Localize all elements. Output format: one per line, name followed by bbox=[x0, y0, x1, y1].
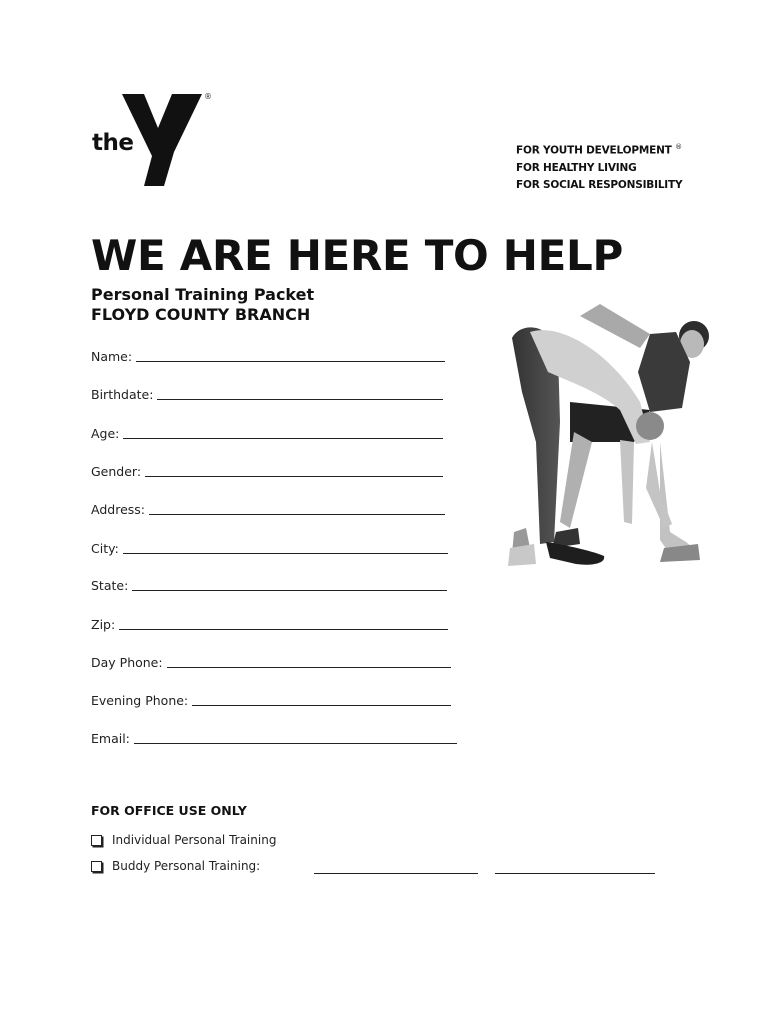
field-label: Day Phone: bbox=[91, 655, 163, 670]
option-label: Individual Personal Training bbox=[112, 833, 277, 847]
option-label: Buddy Personal Training: bbox=[112, 859, 261, 873]
address-field[interactable] bbox=[91, 497, 445, 517]
individual-training-option[interactable] bbox=[91, 833, 276, 847]
city-input-line[interactable] bbox=[123, 550, 448, 554]
birthdate-field[interactable] bbox=[91, 382, 443, 402]
buddy-name-line-1[interactable] bbox=[314, 872, 478, 874]
mission-line-healthy: FOR HEALTHY LIVING bbox=[516, 161, 637, 174]
buddy-name-line-2[interactable] bbox=[495, 872, 655, 874]
checkbox[interactable] bbox=[91, 835, 102, 846]
field-label: Birthdate: bbox=[91, 387, 154, 402]
email-field[interactable] bbox=[91, 726, 457, 746]
email-input-line[interactable] bbox=[134, 740, 457, 744]
state-input-line[interactable] bbox=[132, 587, 447, 591]
gender-input-line[interactable] bbox=[145, 473, 443, 477]
field-label: State: bbox=[91, 578, 129, 593]
zip-field[interactable] bbox=[91, 612, 448, 632]
mission-line-youth: FOR YOUTH DEVELOPMENT ® bbox=[516, 143, 682, 157]
office-use-heading: FOR OFFICE USE ONLY bbox=[91, 803, 247, 818]
zip-input-line[interactable] bbox=[119, 626, 448, 630]
mission-line-social: FOR SOCIAL RESPONSIBILITY bbox=[516, 178, 683, 191]
logo-registered-mark: ® bbox=[204, 92, 212, 101]
field-label: Address: bbox=[91, 502, 145, 517]
age-field[interactable] bbox=[91, 421, 443, 441]
field-label: Zip: bbox=[91, 617, 116, 632]
subtitle-packet: Personal Training Packet bbox=[91, 285, 315, 304]
name-input-line[interactable] bbox=[136, 358, 445, 362]
field-label: Email: bbox=[91, 731, 130, 746]
subtitle-branch: FLOYD COUNTY BRANCH bbox=[91, 305, 311, 324]
field-label: Age: bbox=[91, 426, 120, 441]
name-field[interactable] bbox=[91, 344, 445, 364]
day-phone-input-line[interactable] bbox=[167, 664, 451, 668]
gender-field[interactable] bbox=[91, 459, 443, 479]
logo-wordmark: the bbox=[92, 130, 134, 156]
field-label: Evening Phone: bbox=[91, 693, 189, 708]
field-label: Gender: bbox=[91, 464, 142, 479]
evening-phone-field[interactable] bbox=[91, 688, 451, 708]
age-input-line[interactable] bbox=[123, 435, 443, 439]
field-label: Name: bbox=[91, 349, 133, 364]
birthdate-input-line[interactable] bbox=[157, 396, 443, 400]
ymca-logo bbox=[88, 90, 218, 190]
address-input-line[interactable] bbox=[149, 511, 445, 515]
city-field[interactable] bbox=[91, 536, 448, 556]
state-field[interactable] bbox=[91, 573, 447, 593]
checkbox[interactable] bbox=[91, 861, 102, 872]
trainer-stretching-photo bbox=[500, 292, 722, 582]
day-phone-field[interactable] bbox=[91, 650, 451, 670]
field-label: City: bbox=[91, 541, 119, 556]
mission-statement bbox=[516, 139, 682, 194]
page-subtitle bbox=[91, 285, 314, 325]
evening-phone-input-line[interactable] bbox=[192, 702, 451, 706]
page-title: WE ARE HERE TO HELP bbox=[91, 231, 623, 280]
buddy-training-option[interactable] bbox=[91, 859, 260, 873]
